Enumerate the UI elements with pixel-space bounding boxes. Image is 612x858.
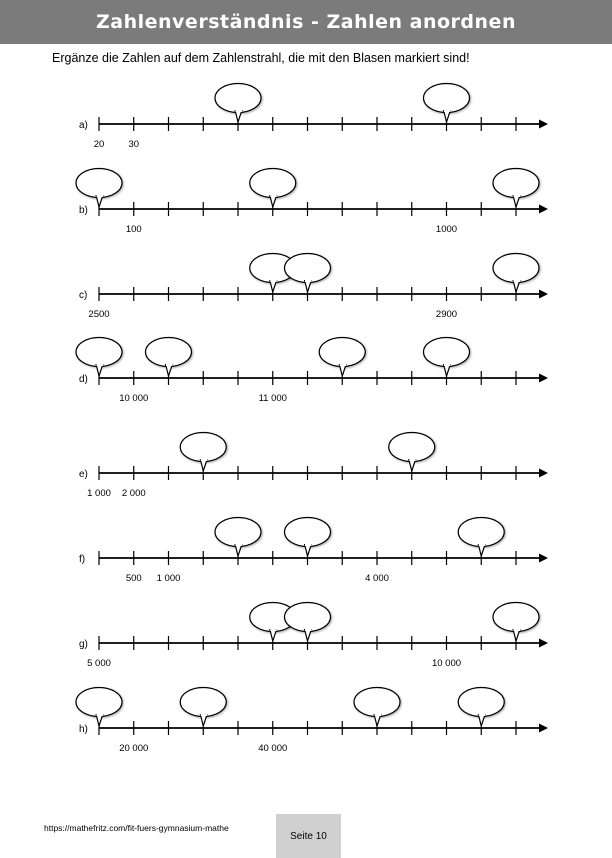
- answer-bubble[interactable]: [285, 603, 331, 642]
- answer-bubble[interactable]: [458, 688, 504, 727]
- tick-label: 10 000: [119, 393, 149, 404]
- arrow-head: [539, 290, 548, 299]
- arrow-head: [539, 639, 548, 648]
- tick-label: 10 000: [431, 658, 462, 669]
- answer-bubble[interactable]: [76, 169, 122, 208]
- answer-bubble[interactable]: [180, 433, 226, 472]
- arrow-head: [539, 120, 548, 129]
- exercise-letter: d): [79, 374, 88, 385]
- tick-label: 1 000: [87, 488, 111, 499]
- answer-bubble[interactable]: [215, 518, 261, 557]
- tick-label: 2 000: [121, 488, 146, 499]
- exercise-letter: h): [79, 724, 88, 735]
- tick-label: 2500: [88, 309, 110, 320]
- number-line-e: [79, 433, 548, 500]
- answer-bubble[interactable]: [424, 338, 470, 377]
- exercise-letter: a): [79, 120, 88, 131]
- answer-bubble[interactable]: [458, 518, 504, 557]
- number-line-d: [76, 338, 548, 405]
- tick-label: 11 000: [258, 393, 287, 404]
- answer-bubble[interactable]: [493, 254, 539, 293]
- answer-bubble[interactable]: [354, 688, 400, 727]
- answer-bubble[interactable]: [250, 169, 296, 208]
- answer-bubble[interactable]: [319, 338, 365, 377]
- exercise-letter: e): [79, 469, 88, 480]
- tick-label: 30: [128, 139, 140, 150]
- arrow-head: [539, 469, 548, 478]
- page-title: Zahlenverständnis - Zahlen anordnen: [96, 11, 516, 33]
- arrow-head: [539, 374, 548, 383]
- exercise-letter: g): [79, 639, 88, 650]
- page-number: Seite 10: [276, 814, 341, 858]
- number-line-a: [79, 84, 548, 151]
- tick-label: 100: [125, 224, 142, 235]
- answer-bubble[interactable]: [285, 254, 331, 293]
- tick-label: 40 000: [258, 743, 288, 754]
- arrow-head: [539, 554, 548, 563]
- tick-label: 1 000: [156, 573, 181, 584]
- arrow-head: [539, 205, 548, 214]
- tick-label: 20: [93, 139, 105, 150]
- number-line-f: [79, 518, 548, 585]
- number-line-b: [76, 169, 548, 236]
- tick-label: 20 000: [119, 743, 149, 754]
- answer-bubble[interactable]: [215, 84, 261, 123]
- answer-bubble[interactable]: [146, 338, 192, 377]
- tick-label: 1000: [435, 224, 458, 235]
- exercise-letter: b): [79, 205, 88, 216]
- tick-label: 4 000: [365, 573, 389, 584]
- answer-bubble[interactable]: [180, 688, 226, 727]
- answer-bubble[interactable]: [493, 603, 539, 642]
- answer-bubble[interactable]: [389, 433, 435, 472]
- instruction-text: Ergänze die Zahlen auf dem Zahlenstrahl, die mit den Blasen markiert sind!: [52, 51, 470, 65]
- number-line-c: [79, 254, 548, 321]
- exercise-letter: f): [79, 554, 86, 565]
- answer-bubble[interactable]: [493, 169, 539, 208]
- tick-label: 5 000: [87, 658, 111, 669]
- exercise-letter: c): [79, 290, 88, 301]
- tick-label: 500: [125, 573, 142, 584]
- answer-bubble[interactable]: [76, 338, 122, 377]
- tick-label: 2900: [435, 309, 458, 320]
- number-line-g: [79, 603, 548, 670]
- answer-bubble[interactable]: [424, 84, 470, 123]
- answer-bubble[interactable]: [76, 688, 122, 727]
- footer-url: https://mathefritz.com/fit-fuers-gymnasium-mathe: [44, 823, 229, 833]
- arrow-head: [539, 724, 548, 733]
- number-line-h: [76, 688, 548, 755]
- answer-bubble[interactable]: [285, 518, 331, 557]
